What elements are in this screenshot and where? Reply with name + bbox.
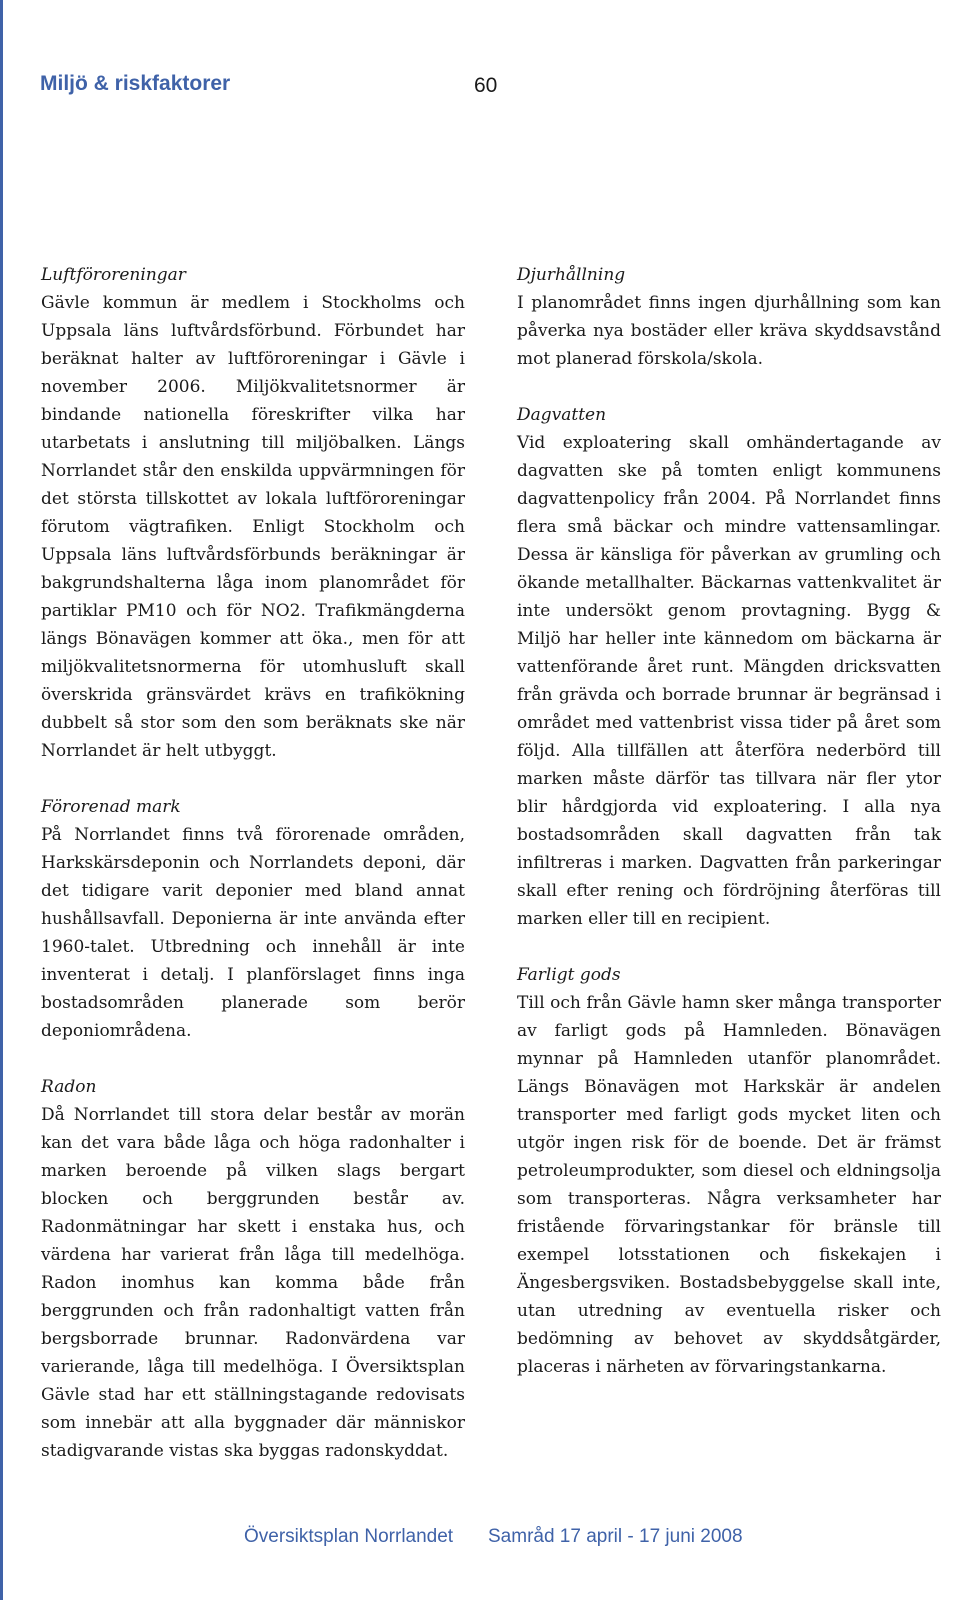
page-number: 60 — [474, 74, 498, 97]
left-column — [41, 261, 465, 1493]
section-body: Då Norrlandet till stora delar består av morän kan det vara både låga och höga radonhalter i marken beroende på vilken slags bergart blocken och berggrunden består av. Radonmätningar har skett i enstaka hus, och värdena har varierat från låga till medelhöga. Radon inomhus kan komma både från berggrunden och från radonhaltigt vatten från bergsborrade brunnar. Radonvärdena var varierande, låga till medelhöga. I Översiktsplan Gävle stad har ett ställningstagande redovisats som innebär att alla byggnader där människor stadigvarande vistas ska byggas radonskyddat. — [41, 1105, 465, 1461]
right-column — [517, 261, 941, 1409]
footer-document-title: Översiktsplan Norrlandet — [244, 1526, 454, 1547]
section-body: Gävle kommun är medlem i Stockholms och Uppsala läns luftvårdsförbund. Förbundet har beräknat halter av luftföroreningar i Gävle i november 2006. Miljökvalitetsnormer är bindande nationella föreskrifter vilka har utarbetats i anslutning till miljöbalken. Längs Norrlandet står den enskilda uppvärmningen för det största tillskottet av lokala luftföroreningar förutom vägtrafiken. Enligt Stockholm och Uppsala läns luftvårdsförbunds beräkningar är bakgrundshalterna låga inom planområdet för partiklar PM10 och för NO2. Trafikmängderna längs Bönavägen kommer att öka., men för att miljökvalitetsnormerna för utomhusluft skall överskrida gränsvärdet krävs en trafikökning dubbelt så stor som den som beräknats ske när Norrlandet är helt utbyggt. — [41, 293, 465, 761]
section-radon — [41, 1073, 465, 1465]
page-margin-rule — [0, 0, 3, 1600]
section-heading: Radon — [41, 1077, 97, 1097]
section-heading: Djurhållning — [517, 265, 626, 285]
section-dangerous-goods — [517, 961, 941, 1381]
footer-consultation-date: Samråd 17 april - 17 juni 2008 — [488, 1526, 743, 1547]
section-heading: Luftföroreningar — [41, 265, 186, 285]
section-heading: Förorenad mark — [41, 797, 181, 817]
section-air-pollution — [41, 261, 465, 765]
section-heading: Farligt gods — [517, 965, 621, 985]
section-body: Till och från Gävle hamn sker många transporter av farligt gods på Hamnleden. Bönavägen mynnar på Hamnleden utanför planområdet. Längs Bönavägen mot Harkskär är andelen transporter med farligt gods mycket liten och utgör ingen risk för de boende. Det är främst petroleumprodukter, som diesel och eldningsolja som transporteras. Några verksamheter har fristående förvaringstankar för bränsle till exempel lotsstationen och fiskekajen i Ängesbergsviken. Bostadsbebyggelse skall inte, utan utredning av eventuella risker och bedömning av behovet av skyddsåtgärder, placeras i närheten av förvaringstankarna. — [517, 993, 941, 1377]
section-body: På Norrlandet finns två förorenade områden, Harkskärsdeponin och Norrlandets deponi, där det tidigare varit deponier med bland annat hushållsavfall. Deponierna är inte använda efter 1960-talet. Utbredning och innehåll är inte inventerat i detalj. I planförslaget finns inga bostadsområden planerade som berör deponiområdena. — [41, 825, 465, 1041]
section-contaminated-land — [41, 793, 465, 1045]
section-animal-husbandry — [517, 261, 941, 373]
section-body: Vid exploatering skall omhändertagande av dagvatten ske på tomten enligt kommunens dagvattenpolicy från 2004. På Norrlandet finns flera små bäckar och mindre vattensamlingar. Dessa är känsliga för påverkan av grumling och ökande metallhalter. Bäckarnas vattenkvalitet är inte undersökt genom provtagning. Bygg & Miljö har heller inte kännedom om bäckarna är vattenförande året runt. Mängden dricksvatten från grävda och borrade brunnar är begränsad i området med vattenbrist vissa tider på året som följd. Alla tillfällen att återföra nederbörd till marken måste därför tas tillvara när fler ytor blir hårdgjorda vid exploatering. I alla nya bostadsområden skall dagvatten från tak infiltreras i marken. Dagvatten från parkeringar skall efter rening och fördröjning återföras till marken eller till en recipient. — [517, 433, 941, 929]
section-heading: Dagvatten — [517, 405, 607, 425]
chapter-title: Miljö & riskfaktorer — [40, 72, 231, 95]
section-stormwater — [517, 401, 941, 933]
section-body: I planområdet finns ingen djurhållning som kan påverka nya bostäder eller kräva skyddsavstånd mot planerad förskola/skola. — [517, 293, 941, 369]
